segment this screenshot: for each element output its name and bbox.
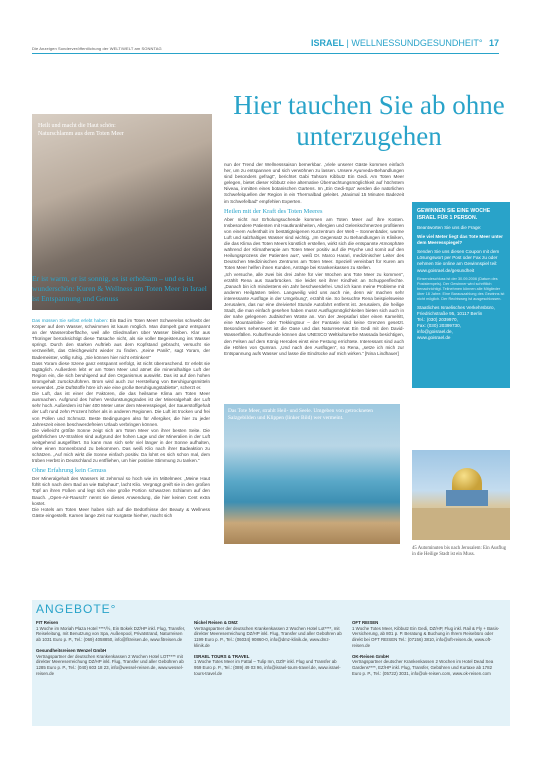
- article-paragraph: Dass Yoram diese Szene ganz entspannt verfolgt, ist nicht überraschend. Er erlebt sie tagtäglich. Außerdem lebt er am Toten Meer und atmet die mineralhaltige Luft der Region ein, die sich beruhigend auf den Organismus auswirkt. Das ist auf den hohen Bromgehalt zurückzuführen. Brom wird auch zur Herstellung von Beruhigungsmitteln verwendet. „Die Duftstoffe höre ich wie eine große Beruhigungstablette“, scherzt er.: [32, 360, 210, 391]
- offers-column-2: [194, 620, 344, 681]
- section-name: ISRAEL: [310, 38, 344, 48]
- article-paragraph: Die Hotels am Toten Meer haben sich auf die Bedürfnisse der Beauty & Wellness Gäste eingestellt. Kamen lange Zeit nur Kurgäste hierher, macht sich: [32, 506, 210, 518]
- section-heading: Ohne Erfahrung kein Genuss: [32, 467, 107, 475]
- offers-title: ANGEBOTE°: [36, 602, 117, 616]
- jerusalem-caption: 45 Autominuten bis nach Jerusalem: Ein Ausflug in die Heilige Stadt ist ein Muss.: [412, 546, 507, 558]
- offer-item: ISRAEL TOURS & TRAVEL 1 Woche Totes Meer im Fattal – Tulip Inn, DZ/F inkl. Flug und Transfer ab 959 Euro p. P., Tel.: (089) 49 03 96, info@israel-tours-travel.de, www.israel-tours-travel.de: [194, 653, 341, 676]
- section-title: WELLNESSUNDGESUNDHEIT°: [351, 38, 483, 48]
- contest-intro: Beantworten Sie uns die Frage:: [417, 225, 482, 230]
- header-divider: [32, 53, 499, 54]
- headline: Hier tauchen Sie ab ohne unterzugehen: [233, 90, 505, 151]
- offer-item: FIT Reisen 1 Woche im Moriah Plaza Hotel ****/½, Ein Bokek DZ/HP inkl. Flug, Transfer, Reiseleitung, mit Benutzung von Spa, Außenpool, Privatstrand, Naturreisen ab 1031 Euro p. P., Tel.: (069) 4058850, info@fitreisen.de, www.fitreisen.de: [36, 620, 186, 643]
- offer-item: OFT REISEN 1 Woche Totes Meer, Kibbutz Ein Gedi, DZ/HP, Flug inkl. Rail & Fly + Basis-Versicherung, ab 801 p. P. Beratung & Buchung in Ihrem Reisebüro oder direkt bei OFT REISEN Tel.: (07156) 3810, info@oft-reisen.de, www.oft-reisen.de: [352, 620, 500, 648]
- header-publication-note: Die Anzeigen Sonderveröffentlichung der WELT/WELT am SONNTAG: [32, 46, 162, 51]
- dome-base: [446, 490, 488, 506]
- contest-question: Wie viel Meter liegt das Tote Meer unter dem Meeresspiegel?: [417, 234, 503, 246]
- jerusalem-photo: [412, 450, 510, 540]
- dead-sea-caption: Das Tote Meer, strahlt Heil- und Seele. Umgeben von getrockneten Salzgebilden und Klippen (linker Bild) wer vermeint.: [228, 408, 373, 421]
- article-paragraph: Der Mineralgehalt des Wassers ist zehnmal so hoch wie im Mittelmeer. „Meine Haut fühlt sich nach dem Bad an wie Babyhaut“, lacht Klio. Vergnügt greift sie in den großen Topf an ihren Füßen und legt sich eine große Portion schwarzen Schlamm auf den Bauch. „Open-Air-Rausch“ nennt sie dieses Anwendung, die hier keinen Cent extra kostet.: [32, 476, 210, 506]
- mud-photo-caption: Heilt und macht die Haut schön: Naturschlamm aus dem Toten Meer: [38, 123, 124, 137]
- contest-title: GEWINNEN SIE EINE WOCHE ISRAEL FÜR 1 PERSON.: [417, 208, 491, 221]
- contest-terms: Einsendeschluss ist der 30.09.2006 (Datum des Poststempels). Der Gewinner wird schriftlich benachrichtigt. Teilnehmen können alle Mitglieder über 18 Jahre. Eine Barauszahlung des Gewinns ist nicht möglich. Der Rechtsweg ist ausgeschlossen.: [417, 276, 505, 301]
- subheadline: Er ist warm, er ist sonnig, es ist erholsam – und es ist wunderschön: Kuren & Wellness am Toten Meer in Israel ist Entspannung und Genuss: [32, 274, 207, 303]
- page-number: 17: [488, 38, 499, 48]
- contest-email[interactable]: info@goisrael.de,: [417, 329, 453, 335]
- article-paragraph: Aber nicht nur Erholungsuchende kommen am Toten Meer auf ihre Kosten. Insbesondere Patienten mit Hautkrankheiten, Allergien und Gelenkschmerzen profitieren von einem Aufenthalt im bestätigteigenen Kurzentrum der Welt – Sonnenbäder, warme Luft und salzhaltiges Wasser sind wichtig. „Im Gegensatz zu Behandlungen in Kliniken, die das Klima des Toten Meers künstlich erstellen, wirkt sich die entspannte Atmosphäre während der Klimatherapie am Toten Meer positiv auf die Psyche und somit auf den Heilungsprozess der Patienten aus“, weiß Dr. Marco Harari, medizinischer Leiter des Deutschen Medizinischen Zentrums am Toten Meer. Speziell vereinbart für Kuren am Toten Meer helfen ihnen Kunden, Anträge bei Krankenkassen zu stellen.: [224, 216, 404, 271]
- dome-of-rock-icon: [452, 468, 482, 490]
- article-paragraph: Die vielleicht größte Sonne zeigt sich am Toten Meer von ihrer besten Seite. Die gefährlichen UV-Strahlen sind aufgrund der hohen Lage und der Mineralien in der Luft weitgehend ausgefiltert. So kann man sich sehr viel länger in der Sonne aufhalten, ohne einen Sonnenbrand zu bekommen. Das weiß Klio nach ihrer Badeaktion zu schätzen. „Auf mich wirkt die Sonne einfach positiv. Da lohnt es sich schon mal, dem trüben Herbst in Deutschland zu entfliehen, um hier positive Stimmung zu tanken.“: [32, 427, 210, 464]
- article-column-2: [224, 162, 404, 357]
- contest-website[interactable]: www.goisrael.de: [417, 335, 451, 341]
- contest-fax: Fax: (030) 20399730,: [417, 322, 461, 328]
- contest-box: [412, 202, 510, 388]
- article-paragraph: Das müssen Sie selbst erlebt haben: Ein Bad im Toten Meer! Schwerelos schwebt der Körper auf dem Wasser, schwimmen ist kaum möglich. Man dümpelt ganz entspannt an der Wasseroberfläche, weil alle Gliedmaßen über Wasser bleiben. Klar aus Thüringer berücksichtigt diese Tatsache nicht, als sie voller Begeisterung ins Wasser springt. Durch den starken Auftrieb aus dem Kopfstand gebracht, versucht sie verzweifelt, das Gleichgewicht wieder zu finden. „Keine Panik“, sagt Yoram, der Bademeister, völlig ruhig. „Sie können hier nicht ertrinken!“: [32, 318, 210, 360]
- article-paragraph: „Ich versuche, alle zwei bis drei Jahre für vier Wochen ans Tote Meer zu kommen“, erzählt Rena aus Saarbrücken. Sie leidet seit ihrer Kindheit an Schuppenflechte. „Danach bin ich mindestens ein Jahr beschwerdefrei. Und ich kann meine Probleme mit anderen Heilgästen teilen. Langweilig wird uns auch nie, denn wir machen sehr interessante Ausflüge in der Umgebung“, erzählt sie. So besuchte Rena beispielsweise Jerusalem, das nur eine dreiviertel Stunde Autofahrt entfernt ist. Jerusalem, die heilige Stadt, die man einfach gesehen haben muss! Ausflugsmöglichkeiten bieten sich auch in der nahe gelegenen Judäischen Wüste an. Von der Jeepsafari über einen Kamelritt, eine Mountainbike- oder Trekkingtour – der Fantasie sind keine Grenzen gesetzt. Besonders sehenswert ist die Oase und das Naturreservat Ein Gedi mit den David-Wasserfällen. Kulturfreunde können das UNESCO Weltkulturerbe Massada besichtigen, den Felsen auf dem König Herodes einst eine Festung errichtete. Interessant sind auch die Höhlen von Qumran. „Und nach den Ausflügen“, so Rena, „setze ich mich zur Entspannung aufs Wasser und lasse die Eindrücke auf mich wirken.“ [Nina Lindhauer]: [224, 271, 404, 356]
- offers-column-3: [352, 620, 502, 681]
- section-heading: Heilen mit der Kraft des Toten Meeres: [224, 207, 323, 215]
- article-column-1: [32, 318, 210, 519]
- header-section: ISRAEL | WELLNESSUNDGESUNDHEIT° 17: [310, 38, 499, 48]
- offer-item: OK-Reisen GmbH Vertragspartner deutscher Krankenkassen 2 Wochen im Hotel Dead Sea Gardens****, EZ/HP inkl. Flug, Transfer, Gebühren und Kurtaxe ab 1782 Euro p. P., Tel.: (05722) 3031, info@ok-reisen.com, www.ok-reisen.com: [352, 653, 494, 676]
- offer-item: Nickel Reisen & DMZ Vertragspartner der deutschen Krankenkassen 2 Wochen Hotel Lot****, mit direkter Meereserreichung DZ/HP inkl. Flug, Transfer und aller Gebühren ab 1199 Euro p. P., Tel.: (06034) 90860-0, info@dmz-klinik.de, www.dmz-klinik.de: [194, 620, 342, 648]
- offers-column-1: [36, 620, 186, 681]
- plaza-wall: [412, 508, 510, 540]
- contest-text: Senden Sie uns diesen Coupon mit dem Lösungswort per Post oder Fax zu oder nehmen Sie online am Gewinnspiel teil: www.goisrael.de/gesundheit: [417, 249, 500, 273]
- offer-item: Gesundheitsreisen Wenzel GmbH Vertragspartner der deutschen Krankenkassen 2 Wochen Hotel LOT**** mit direkter Meereserreichung DZ/HP inkl. Flug, Transfer und aller Gebühren ab 1285 Euro p. P., Tel.: (040) 603 18 23, info@wessel-reisen.de, www.wessel-reisen.de: [36, 647, 184, 676]
- dead-sea-photo: [224, 404, 400, 544]
- article-paragraph: nun der Trend der Wellnesssaison bemerkbar. „Viele unserer Gäste kommen einfach her, um zu entspannen und sich verwöhnen zu lassen. Unsere Ayurveda-Behandlungen sind besonders gefragt“, berichtet Gabi Tahsom Kibbutz Ein Gedi. Am Toten Meer gelegen, bietet dieser Kibbutz eine alternative Übernachtungsmöglichkeit auf höchstem Niveau, inmitten eines botanischen Gartens. Im „Ein Gedi-Spa“ werden die natürlichen Schwefelquellen der Region in ein Thermalbad geleitet. „Maximal 15 Minuten Badezeit im Schwefelbad“ empfehlen Experten.: [224, 162, 404, 204]
- contest-address: Staatliches Israelisches Verkehrsbüro, Friedrichstraße 95, 10117 Berlin: [417, 304, 495, 316]
- contest-tel: Tel.: (030) 2039970,: [417, 316, 458, 322]
- offers-box: [32, 600, 510, 726]
- lead-in: Das müssen Sie selbst erlebt haben:: [32, 318, 109, 323]
- article-paragraph: Die Luft, das ist einer der Faktoren, die das heilsame Klima am Toten Meer ausmachen. Aufgrund des hohen Verdunstungsgrades ist der Mineralgehalt der Luft sehr hoch. Außerdem ist hier 400 Meter unter dem Meeresspiegel, der Sauerstoffgehalt der Luft rund zehn Prozent höher als in anderen Regionen. Die Luft ist trocken und frei von Pollen und Schmutz. Beste Bedingungen also für Allergiker, die hier zu jeder Jahreszeit einen beschwerdefreien Urlaub verbringen können.: [32, 391, 210, 427]
